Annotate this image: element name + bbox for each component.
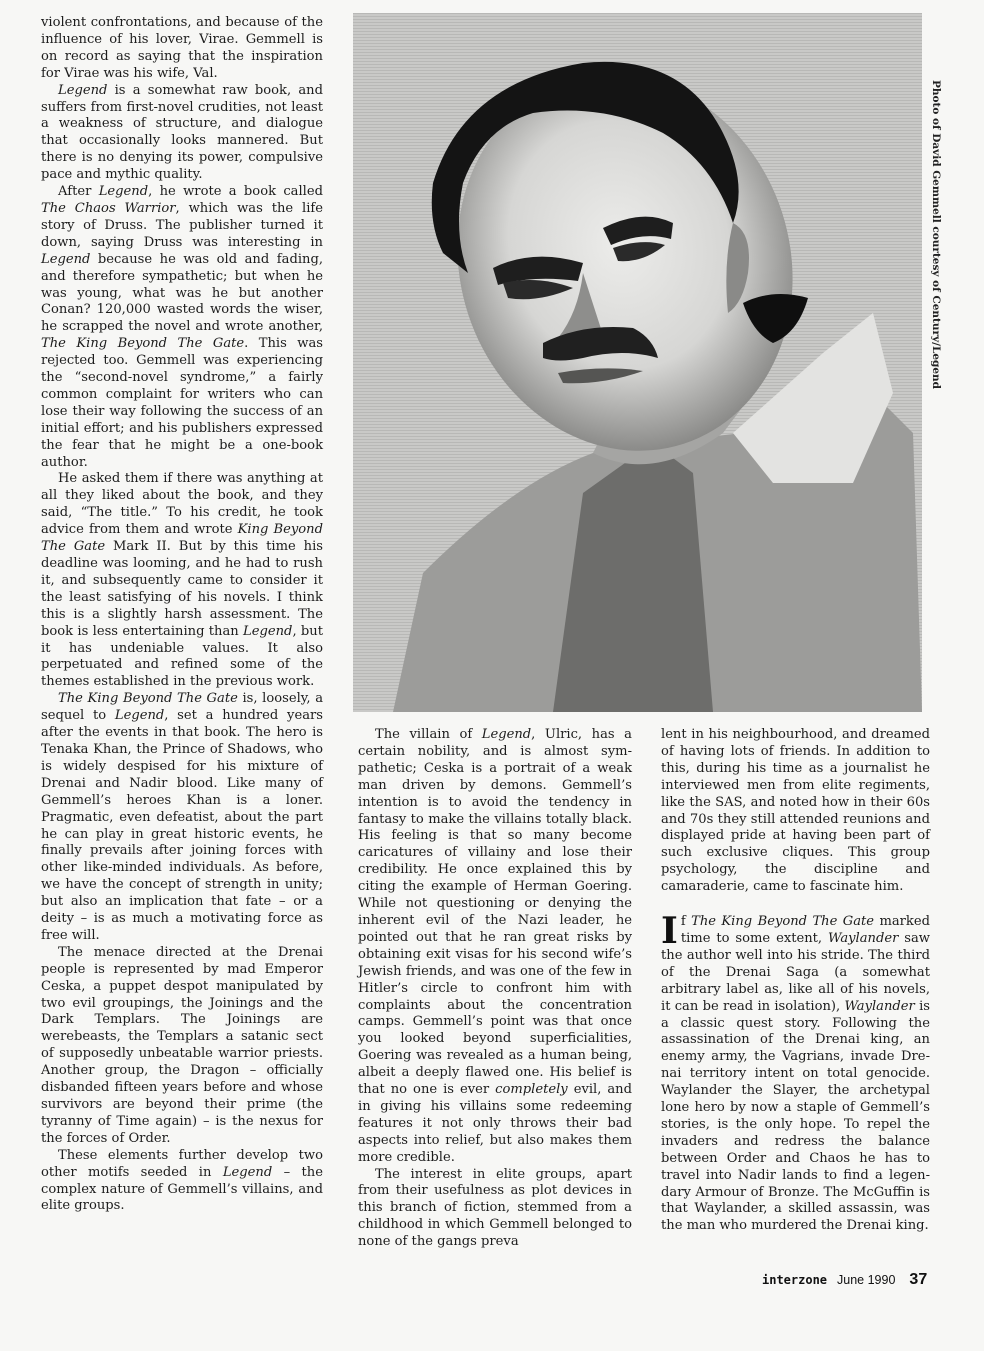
- magazine-name: interzone: [762, 1273, 828, 1287]
- article-paragraph: These elements further develop two other motifs seeded in Legend – the complex nature of Gemmell’s villains, and elite groups.: [41, 1147, 323, 1214]
- article-column-3: [661, 727, 930, 1235]
- portrait-image: [353, 13, 922, 712]
- page-number: 37: [909, 1271, 928, 1288]
- article-paragraph: violent confrontations, and because of the influence of his lover, Virae. Gemmell is on record as saying that the inspiration for Virae was his wife, Val.: [41, 15, 323, 81]
- article-paragraph: After Legend, he wrote a book called The Chaos Warrior, which was the life story of Druss. The publisher turned it down, saying Druss was interesting in Legend because he was old and fading, and therefore sympathetic; but when he was young, what was he but another Conan? 120,000 wasted words the wiser, he scrapped the novel and wrote another, The King Beyond The Gate. This was rejected too. Gemmell was experiencing the “second-novel syndrome,” a fairly common complaint for writers who can lose their way following the success of an initial effort; and his publishers expressed the fear that he might be a one-book author.: [41, 184, 323, 470]
- section-start-paragraph: [661, 910, 930, 1235]
- article-paragraph: The interest in elite groups, apart from their usefulness as plot devices in this branch of fiction, stemmed from a childhood in which Gemmell belonged to none of the gangs preva: [358, 1166, 632, 1250]
- article-paragraph: The King Beyond The Gate is, loosely, a sequel to Legend, set a hundred years after the events in that book. The hero is Tenaka Khan, the Prince of Shadows, who is widely despised for his mixture of Drenai and Nadir blood. Like many of Gemmell’s heroes Khan is a loner. Pragmatic, even defeatist, about the part he can play in great historic events, he finally prevails after joining forces with other like-minded individuals. As before, we have the concept of strength in unity; but also an implication that fate – or a deity – is as much a motivating force as free will.: [41, 691, 323, 943]
- section-text: f The King Beyond The Gate marked time to some extent, Waylander saw the author well into his stride. The third of the Drenai Saga (a somewhat arbitrary label as, like all of his novels, it can be read in isolation), Waylander is a classic quest story. Following the assassination of the Drenai king, an enemy army, the Vagrians, invade Drenai territory intent on total genocide. Waylander the Slayer, the archetypal lone hero by now a staple of Gemmell’s stories, is the only hope. To repel the invaders and redress the balance between Order and Chaos he has to travel into Nadir lands to find a legendary Armour of Bronze. The McGuffin is that Waylander, a skilled assassin, was the man who murdered the Drenai king.: [661, 914, 930, 1234]
- article-column-1: [41, 15, 323, 1215]
- article-paragraph: The villain of Legend, Ulric, has a certain nobility, and is almost sympathetic; Ceska is a portrait of a weak man driven by demons. Gemmell’s intention is to avoid the tendency in fantasy to make the villains totally black. His feeling is that so many become caricatures of villainy and lose their credibility. He once explained this by citing the example of Herman Goering. While not questioning or denying the inherent evil of the Nazi leader, he pointed out that he ran great risks by obtaining exit visas for his second wife’s Jewish friends, and was one of the few in Hitler’s circle to confront him with complaints about the concentration camps. Gemmell’s point was that once you looked beyond superficialities, Goering was revealed as a human being, albeit a deeply flawed one. His belief is that no one is ever completely evil, and in giving his villains some redeeming features it not only throws their bad aspects into relief, but also makes them more credible.: [358, 727, 632, 1165]
- photo-credit: Photo of David Gemmell courtesy of Century/Legend: [930, 80, 942, 390]
- drop-cap: I: [661, 910, 678, 953]
- article-paragraph: lent in his neighbourhood, and dreamed of having lots of friends. In addition to this, during his time as a journalist he interviewed men from elite regiments, like the SAS, and noted how in their 60s and 70s they still attended reunions and displayed pride at having been part of such exclusive cliques. This group psychology, the discipline and camaraderie, came to fascinate him.: [661, 727, 930, 895]
- article-column-2: [358, 727, 632, 1251]
- article-paragraph: He asked them if there was anything at all they liked about the book, and they said, “The title.” To his credit, he took advice from them and wrote King Beyond The Gate Mark II. But by this time his deadline was looming, and he had to rush it, and subsequently came to consider it the least satisfying of his novels. I think this is a slightly harsh assessment. The book is less entertaining than Legend, but it has undeniable values. It also perpetuated and refined some of the themes established in the previous work.: [41, 471, 324, 690]
- article-paragraph: The menace directed at the Drenai people is represented by mad Emperor Ceska, a puppet despot manipulated by two evil groupings, the Joinings and the Dark Templars. The Joinings are werebeasts, the Templars a satanic sect of supposedly unbeatable warrior priests. Another group, the Dragon – officially disbanded fifteen years before and whose survivors are beyond their prime (the tyranny of Time again) – is the nexus for the forces of Order.: [41, 944, 323, 1146]
- author-photo: [353, 13, 922, 712]
- article-paragraph: Legend is a somewhat raw book, and suffers from first-novel crudities, not least a weakness of structure, and dialogue that occasionally looks mannered. But there is no denying its power, compulsive pace and mythic quality.: [41, 82, 323, 183]
- page-footer: [762, 1271, 927, 1289]
- issue-date: June 1990: [837, 1273, 896, 1287]
